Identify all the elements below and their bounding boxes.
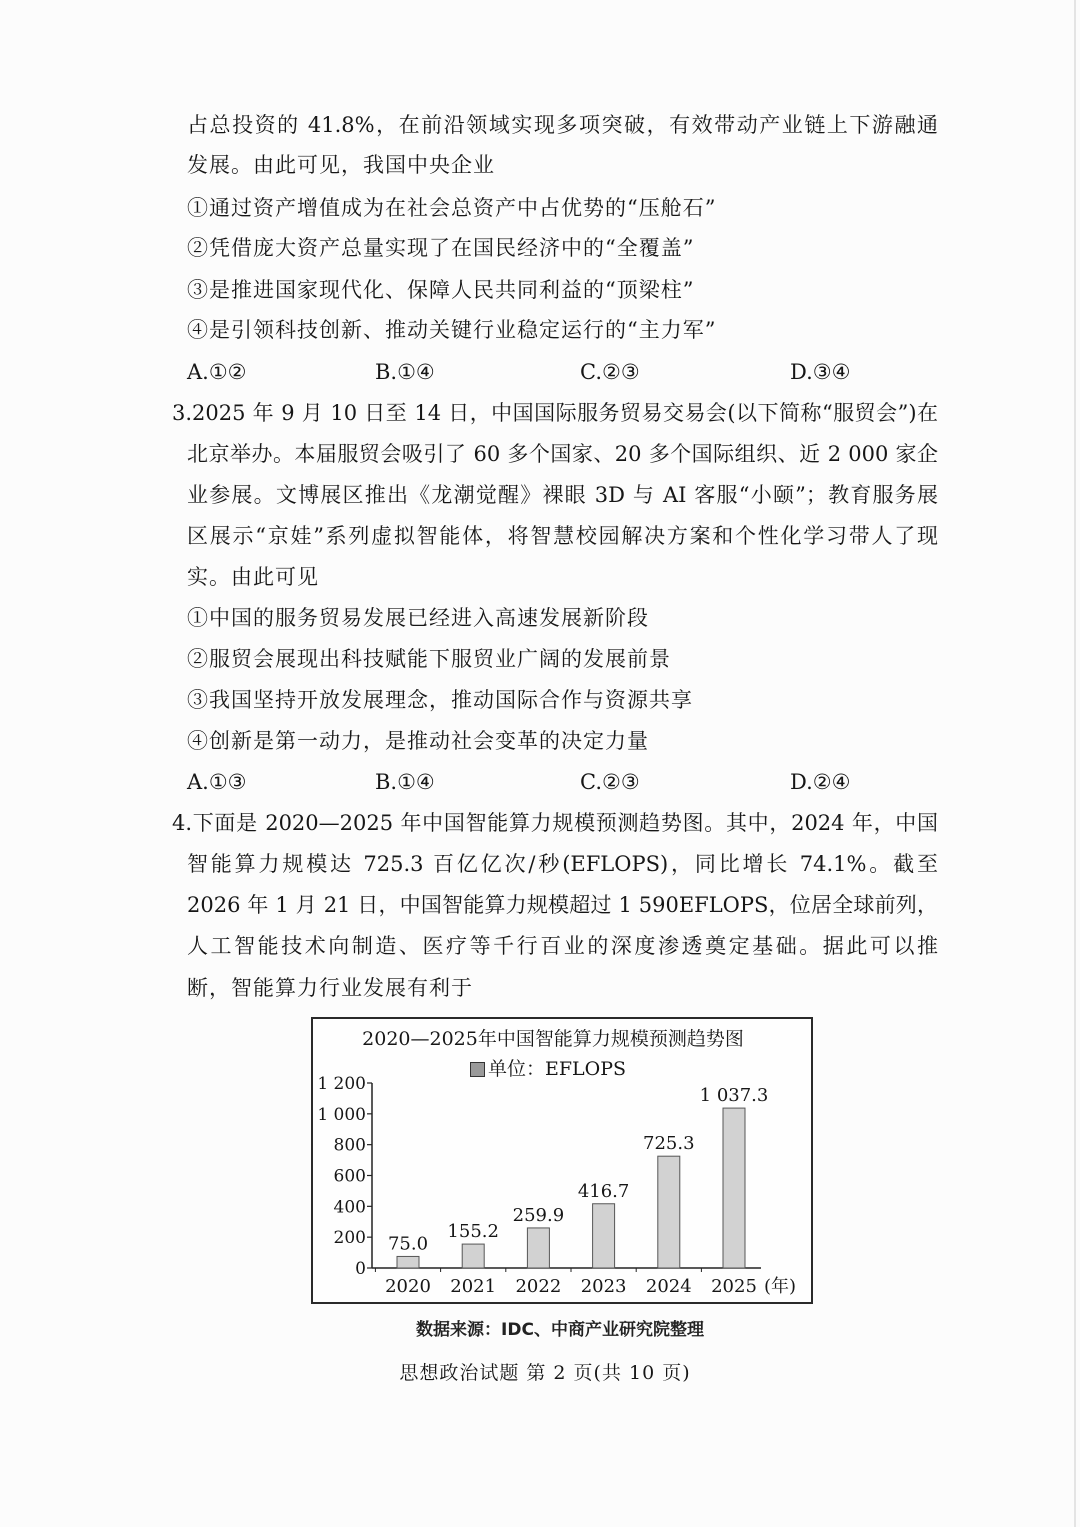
- legend-label: 单位：EFLOPS: [488, 1058, 627, 1080]
- q3-statement-1: ①中国的服务贸易发展已经进入高速发展新阶段: [187, 606, 649, 630]
- y-tick-label-1200: 1 200: [317, 1074, 366, 1094]
- bar-2021: [462, 1244, 484, 1268]
- q3-stem-line-3: 业参展。文博展区推出《龙潮觉醒》裸眼 3D 与 AI 客服“小颐”；教育服务展: [187, 483, 938, 507]
- page-footer: 思想政治试题 第 2 页(共 10 页): [399, 1362, 691, 1384]
- value-label-2025: 1 037.3: [699, 1085, 769, 1107]
- q2-statement-4: ④是引领科技创新、推动关键行业稳定运行的“主力军”: [187, 318, 717, 342]
- q3-choice-b: B.①④: [375, 770, 435, 794]
- x-tick-label-2024: 2024: [645, 1276, 692, 1297]
- y-tick-label-800: 800: [333, 1135, 366, 1156]
- q4-stem-line-2: 智能算力规模达 725.3 百亿亿次/秒(EFLOPS)，同比增长 74.1%。截至: [187, 852, 938, 876]
- chart-title: 2020—2025年中国智能算力规模预测趋势图: [362, 1028, 744, 1050]
- value-label-2024: 725.3: [643, 1133, 695, 1155]
- value-label-2023: 416.7: [577, 1180, 630, 1202]
- page-edge: [1074, 0, 1076, 1527]
- bar-2020: [397, 1256, 419, 1268]
- q4-stem-line-4: 人工智能技术向制造、医疗等千行百业的深度渗透奠定基础。据此可以推: [187, 934, 938, 958]
- q3-choice-a: A.①③: [187, 770, 247, 794]
- x-tick-label-2021: 2021: [450, 1276, 497, 1297]
- y-tick-label-0: 0: [355, 1259, 366, 1279]
- legend-swatch: [470, 1062, 485, 1077]
- chart-legend: [470, 1056, 626, 1082]
- value-label-2020: 75.0: [387, 1233, 429, 1255]
- q2-choice-d: D.③④: [790, 360, 851, 384]
- x-tick-label-2020: 2020: [385, 1276, 431, 1297]
- bar-2024: [658, 1156, 680, 1268]
- bar-2023: [593, 1204, 615, 1268]
- q4-stem-line-1: 4.下面是 2020—2025 年中国智能算力规模预测趋势图。其中，2024 年，中国: [172, 811, 938, 835]
- q3-stem-line-2: 北京举办。本届服贸会吸引了 60 多个国家、20 多个国际组织、近 2 000 家企: [187, 442, 938, 466]
- q3-choice-d: D.②④: [790, 770, 851, 794]
- data-source-note: 数据来源：IDC、中商产业研究院整理: [416, 1320, 704, 1340]
- bar-2025: [723, 1108, 745, 1268]
- q3-statement-3: ③我国坚持开放发展理念，推动国际合作与资源共享: [187, 688, 693, 712]
- q2-statement-3: ③是推进国家现代化、保障人民共同利益的“顶梁柱”: [187, 278, 695, 302]
- y-tick-label-600: 600: [333, 1166, 366, 1187]
- q2-statement-1: ①通过资产增值成为在社会总资产中占优势的“压舱石”: [187, 196, 717, 220]
- q3-statement-4: ④创新是第一动力，是推动社会变革的决定力量: [187, 729, 649, 753]
- value-label-2022: 259.9: [512, 1204, 565, 1226]
- q3-stem-line-4: 区展示“京娃”系列虚拟智能体，将智慧校园解决方案和个性化学习带人了现: [187, 524, 938, 548]
- bar-2022: [527, 1228, 549, 1268]
- chart-frame: [311, 1017, 813, 1304]
- q3-statement-2: ②服贸会展现出科技赋能下服贸业广阔的发展前景: [187, 647, 671, 671]
- y-tick-label-1000: 1 000: [317, 1104, 366, 1125]
- q2-choice-a: A.①②: [187, 360, 247, 384]
- q4-stem-line-3: 2026 年 1 月 21 日，中国智能算力规模超过 1 590EFLOPS，位居全球前列，: [187, 893, 938, 917]
- q2-stem-line-2: 发展。由此可见，我国中央企业: [187, 153, 495, 177]
- q2-statement-2: ②凭借庞大资产总量实现了在国民经济中的“全覆盖”: [187, 236, 695, 260]
- q4-stem-line-5: 断，智能算力行业发展有利于: [187, 976, 473, 1000]
- x-tick-label-2022: 2022: [515, 1276, 562, 1297]
- q3-choice-c: C.②③: [580, 770, 640, 794]
- q2-choice-c: C.②③: [580, 360, 640, 384]
- x-axis-unit-label: (年): [763, 1276, 797, 1297]
- y-tick-label-200: 200: [333, 1228, 366, 1249]
- q3-stem-line-1: 3.2025 年 9 月 10 日至 14 日，中国国际服务贸易交易会(以下简称“服贸会”)在: [172, 401, 938, 425]
- q2-choice-b: B.①④: [375, 360, 435, 384]
- y-tick-label-400: 400: [333, 1197, 366, 1218]
- q3-stem-line-5: 实。由此可见: [187, 565, 319, 589]
- q2-stem-line-1: 占总投资的 41.8%，在前沿领域实现多项突破，有效带动产业链上下游融通: [187, 113, 938, 137]
- x-tick-label-2025: 2025: [711, 1276, 757, 1297]
- value-label-2021: 155.2: [447, 1221, 499, 1243]
- x-tick-label-2023: 2023: [580, 1276, 627, 1297]
